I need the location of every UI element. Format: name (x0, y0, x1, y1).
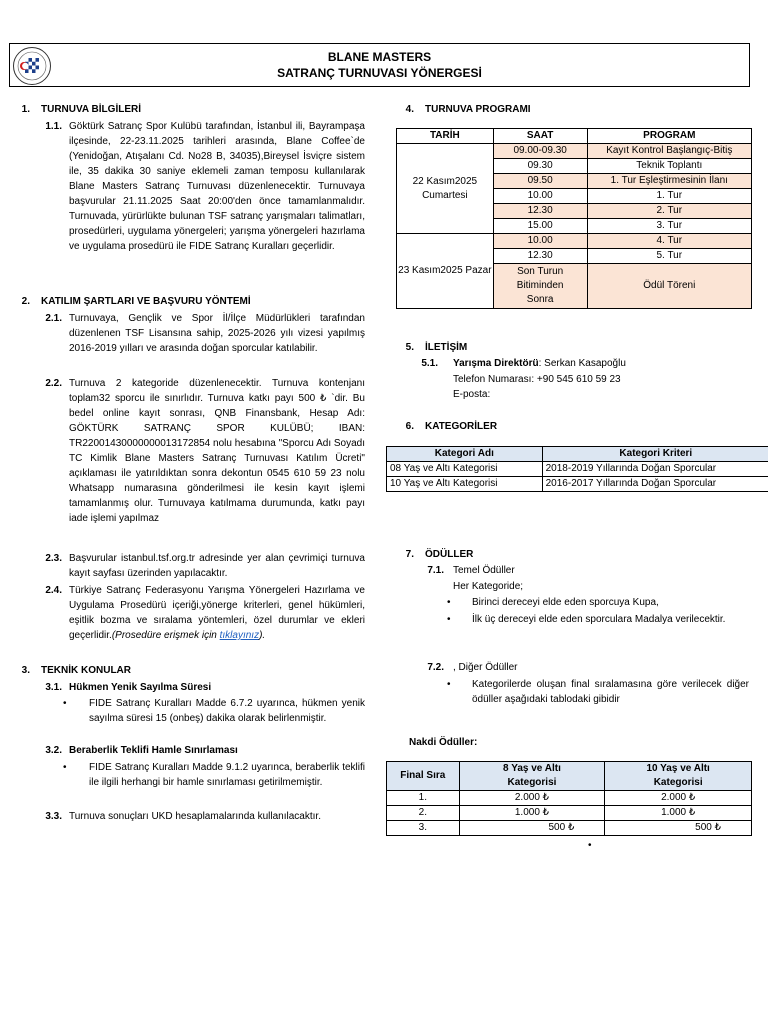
bullet-icon: • (447, 597, 451, 608)
column-header: TARİH (397, 129, 494, 144)
bullet-icon: • (63, 762, 67, 773)
clause-number: 3.2. (45, 745, 62, 756)
cash-prizes-title: Nakdi Ödüller: (409, 737, 478, 748)
prize-cell: 1.000 ₺ (605, 806, 752, 821)
column-header: SAAT (493, 129, 587, 144)
table-header-row (397, 129, 752, 144)
prize-cell: 500 ₺ (459, 821, 605, 836)
program-cell: 1. Tur (587, 189, 751, 204)
section-number: 3. (21, 665, 30, 676)
program-cell: 4. Tur (587, 234, 751, 249)
categories-table (386, 446, 768, 492)
clause-3-1-text: FIDE Satranç Kuralları Madde 6.7.2 uyarınca, hükmen yenik sayılma süresi 15 (onbeş) dakika olarak belirlenmiştir. (89, 698, 365, 724)
section-number: 7. (405, 549, 414, 560)
time-cell: 12.30 (493, 249, 587, 264)
email-line: E-posta: (453, 389, 491, 400)
clause-number: 7.1. (427, 565, 444, 576)
program-cell: Teknik Toplantı (587, 159, 751, 174)
section-number: 4. (405, 104, 414, 115)
day-cell: 23 Kasım2025 Pazar (397, 234, 494, 309)
table-row (387, 462, 768, 477)
clause-7-2-title: , Diğer Ödüller (453, 662, 518, 673)
table-row (387, 791, 752, 806)
category-name-cell: 08 Yaş ve Altı Kategorisi (387, 462, 543, 477)
clause-number: 2.4. (45, 585, 62, 596)
clause-3-2-title: Beraberlik Teklifi Hamle Sınırlaması (69, 745, 238, 756)
program-cell: 1. Tur Eşleştirmesinin İlanı (587, 174, 751, 189)
table-row (397, 234, 752, 249)
clause-number: 3.1. (45, 682, 62, 693)
bullet-icon: • (447, 679, 451, 690)
time-cell: 09.30 (493, 159, 587, 174)
document-title: BLANE MASTERS (327, 50, 432, 64)
schedule-table (396, 128, 752, 309)
director-line (453, 358, 626, 369)
document-subtitle: SATRANÇ TURNUVASI YÖNERGESİ (277, 66, 482, 80)
section-title-teknik: TEKNİK KONULAR (41, 665, 131, 676)
section-title-program: TURNUVA PROGRAMI (425, 104, 531, 115)
clause-number: 7.2. (427, 662, 444, 673)
clause-7-1-title: Temel Ödüller (453, 565, 515, 576)
procedure-note: (Prosedüre erişmek için (111, 630, 220, 641)
time-cell: 09.00-09.30 (493, 144, 587, 159)
section-number: 1. (21, 104, 30, 115)
section-number: 6. (405, 421, 414, 432)
bullet-icon: • (63, 698, 67, 709)
cash-prizes-table (386, 761, 752, 836)
table-header-row (387, 762, 752, 791)
column-header: PROGRAM (587, 129, 751, 144)
program-cell: 3. Tur (587, 219, 751, 234)
column-header: 8 Yaş ve Altı Kategorisi (459, 762, 605, 791)
section-number: 2. (21, 296, 30, 307)
clause-number: 2.2. (45, 378, 62, 389)
category-criteria-cell: 2018-2019 Yıllarında Doğan Sporcular (542, 462, 768, 477)
program-cell: Ödül Töreni (587, 264, 751, 309)
clause-3-3-text: Turnuva sonuçları UKD hesaplamalarında kullanılacaktır. (69, 811, 321, 822)
table-row (387, 806, 752, 821)
clause-2-3-text: Başvurular istanbul.tsf.org.tr adresinde yer alan çevrimiçi turnuva kayıt sayfası üzerinden yapılacaktır. (69, 553, 365, 579)
clause-number: 5.1. (421, 358, 438, 369)
prize-cell: 2.000 ₺ (605, 791, 752, 806)
procedure-link[interactable]: tıklayınız (219, 630, 260, 641)
time-cell: 12.30 (493, 204, 587, 219)
prize-cell: 2.000 ₺ (459, 791, 605, 806)
time-cell: 09.50 (493, 174, 587, 189)
rank-cell: 1. (387, 791, 460, 806)
phone-line: Telefon Numarası: +90 545 610 59 23 (453, 374, 621, 385)
time-cell: Son Turun Bitiminden Sonra (493, 264, 587, 309)
procedure-note-end: ). (259, 630, 266, 641)
reward-trophy-text: Birinci dereceyi elde eden sporcuya Kupa, (472, 597, 659, 608)
section-title-turnuva-bilgileri: TURNUVA BİLGİLERİ (41, 104, 141, 115)
clause-7-1-sub: Her Kategoride; (453, 581, 524, 592)
clause-2-1-text: Turnuvaya, Gençlik ve Spor İl/İlçe Müdürlükleri tarafından düzenlenen TSF Lisansına sahip, 2025-2026 yılı vizesi yapılmış 2016-2019 yılları ve arasında doğan sporcular katılabilir. (69, 313, 365, 354)
column-header: 10 Yaş ve Altı Kategorisi (605, 762, 752, 791)
rank-cell: 3. (387, 821, 460, 836)
director-name: : Serkan Kasapoğlu (538, 358, 626, 369)
table-header-row (387, 447, 768, 462)
section-title-iletisim: İLETİŞİM (425, 342, 468, 353)
table-row (397, 144, 752, 159)
column-header: Kategori Adı (387, 447, 543, 462)
clause-1-1-text: Göktürk Satranç Spor Kulübü tarafından, İstanbul ili, Bayrampaşa ilçesinde, 22-23.11.2025 tarihleri arasında, Blane Coffee`de (Yenidoğan, Atışalanı Cd. No28 B, 34035),Bireysel İsviçre sistem ile, 35 dakika 30 saniye eklemeli zaman temposu kullanılarak Blane Masters Satranç Turnuvası düzenlenecektir. Turnuvaya başvurular 21.11.2025 Saat 20:00'den önce tamamlanmalıdır. Turnuvada, yürürlükte bulunan TSF satranç yarışmaları talimatları, prosedürleri, uygulama yönergeleri; yarışma yönergeleri hazırlama ve uygulama prosedürü ile FIDE Satranç Kuralları geçerlidir. (69, 121, 365, 252)
prize-cell: 500 ₺ (605, 821, 752, 836)
category-criteria-cell: 2016-2017 Yıllarında Doğan Sporcular (542, 477, 768, 492)
program-cell: Kayıt Kontrol Başlangıç-Bitiş (587, 144, 751, 159)
clause-number: 2.3. (45, 553, 62, 564)
clause-2-2-text: Turnuva 2 kategoride düzenlenecektir. Turnuva kontenjanı toplam32 sporcu ile sınırlıdır. Turnuva katkı payı 500 ₺ `dir. Bu bedel online kayıt sonrası, QNB Finansbank, Hesap Adı: GÖKTÜRK SATRANÇ SPOR KULÜBÜ; IBAN: TR22001430000000013172854 nolu hesabına "Sporcu Adı Soyadı TC Kimlik Blane Masters Satranç Turnuvası Katılım Ücreti" açıklaması ile yatırıldıktan sonra dekontun 0545 610 59 23 nolu Whatsapp numarasına gönderilmesi ile kesin kayıt işlemi tamamlanmış olur. Turnuvaya katılmama durumunda, katkı payı iade işlemi yapılmaz (69, 378, 366, 524)
clause-number: 2.1. (45, 313, 62, 324)
time-cell: 15.00 (493, 219, 587, 234)
program-cell: 2. Tur (587, 204, 751, 219)
clause-3-1-title: Hükmen Yenik Sayılma Süresi (69, 682, 212, 693)
category-name-cell: 10 Yaş ve Altı Kategorisi (387, 477, 543, 492)
director-label: Yarışma Direktörü (453, 358, 539, 369)
column-header: Kategori Kriteri (542, 447, 768, 462)
bullet-icon: • (447, 614, 451, 625)
bullet-icon: • (588, 840, 592, 851)
section-title-oduller: ÖDÜLLER (425, 549, 474, 560)
other-rewards-text: Kategorilerde oluşan final sıralamasına göre verilecek diğer ödüller aşağıdaki tablodaki gibidir (472, 679, 749, 705)
program-cell: 5. Tur (587, 249, 751, 264)
section-title-katilim: KATILIM ŞARTLARI VE BAŞVURU YÖNTEMİ (41, 296, 251, 307)
table-row (387, 477, 768, 492)
section-title-kategoriler: KATEGORİLER (425, 421, 498, 432)
clause-3-2-text: FIDE Satranç Kuralları Madde 9.1.2 uyarınca, beraberlik teklifi ile ilgili herhangi bir hamle sınırlaması getirilmemiştir. (89, 762, 365, 788)
rank-cell: 2. (387, 806, 460, 821)
prize-cell: 1.000 ₺ (459, 806, 605, 821)
reward-medal-text: İlk üç dereceyi elde eden sporculara Madalya verilecektir. (472, 614, 726, 625)
clause-number: 1.1. (45, 121, 62, 132)
day-cell: 22 Kasım2025 Cumartesi (397, 144, 494, 234)
clause-2-4-text (69, 583, 365, 643)
clause-number: 3.3. (45, 811, 62, 822)
section-number: 5. (405, 342, 414, 353)
document-header (9, 43, 750, 87)
column-header: Final Sıra (387, 762, 460, 791)
time-cell: 10.00 (493, 189, 587, 204)
time-cell: 10.00 (493, 234, 587, 249)
table-row (387, 821, 752, 836)
clause-2-4-body: Türkiye Satranç Federasyonu Yarışma Yönergeleri Hazırlama ve Uygulama Prosedürü içeriği,yönerge kriterleri, genel hükümleri, eşitlik bozma ve sıralama yöntemleri, özel durumlar ve ekleri geçerlidir. (69, 585, 365, 641)
